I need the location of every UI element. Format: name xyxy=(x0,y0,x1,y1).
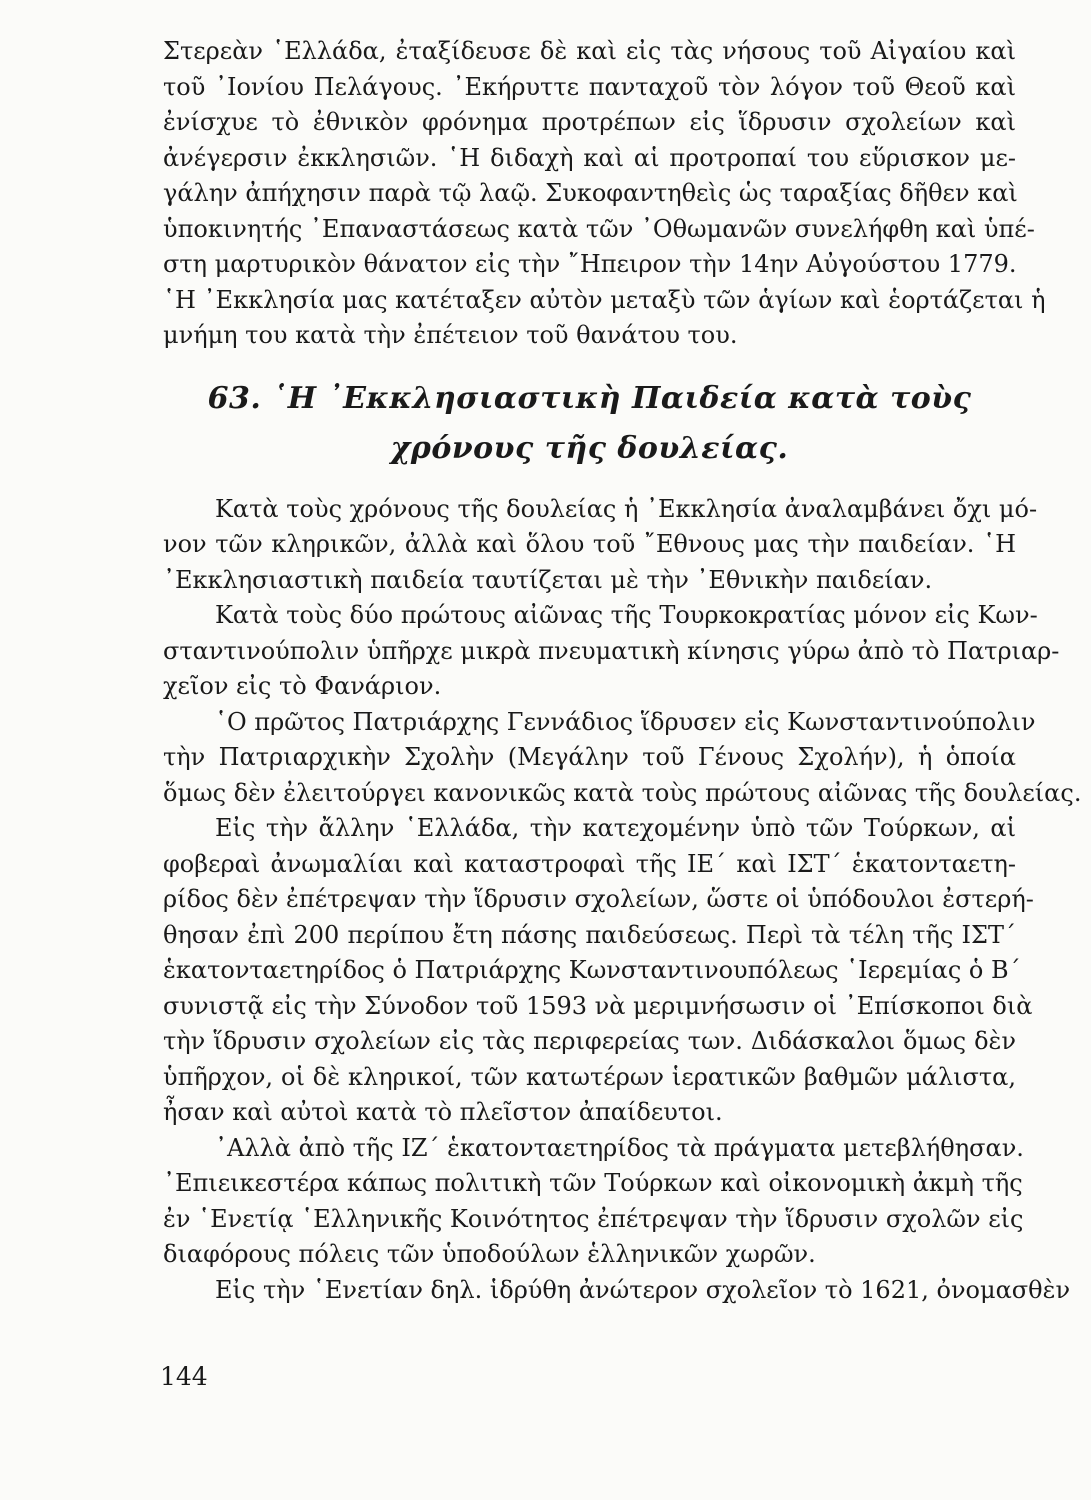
text-line: ἑκατονταετηρίδος ὁ Πατριάρχης Κωνσταντινουπόλεως ῾Ιερεμίας ὁ Β΄ xyxy=(163,956,1021,984)
text-line: ᾿Εκκλησιαστικὴ παιδεία ταυτίζεται μὲ τὴν ᾿Εθνικὴν παιδείαν. xyxy=(163,565,933,594)
text-line: σταντινούπολιν ὑπῆρχε μικρὰ πνευματικὴ κίνησις γύρω ἀπὸ τὸ Πατριαρ- xyxy=(163,636,1060,665)
text-line: Εἰς τὴν ἄλλην ῾Ελλάδα, τὴν κατεχομένην ὑπὸ τῶν Τούρκων, αἱ xyxy=(215,814,1016,842)
text-line: ῾Ο πρῶτος Πατριάρχης Γεννάδιος ἵδρυσεν εἰς Κωνσταντινούπολιν xyxy=(215,707,1036,736)
text-line: ὑπῆρχον, οἱ δὲ κληρικοί, τῶν κατωτέρων ἱερατικῶν βαθμῶν μάλιστα, xyxy=(163,1062,1016,1091)
text-line: γάλην ἀπήχησιν παρὰ τῷ λαῷ. Συκοφαντηθεὶς ὡς ταραξίας δῆθεν καὶ xyxy=(163,179,1018,207)
text-line: ἐνίσχυε τὸ ἐθνικὸν φρόνημα προτρέπων εἰς ἵδρυσιν σχολείων καὶ xyxy=(163,108,1016,136)
text-line: χεῖον εἰς τὸ Φανάριον. xyxy=(163,672,442,700)
text-line: στη μαρτυρικὸν θάνατον εἰς τὴν ῎Ηπειρον τὴν 14ην Αὐγούστου 1779. xyxy=(163,250,1017,278)
text-line: ᾿Επιεικεστέρα κάπως πολιτικὴ τῶν Τούρκων καὶ οἰκονομικὴ ἀκμὴ τῆς xyxy=(163,1169,1023,1197)
page-text-block xyxy=(163,34,1082,1308)
section-heading-line-1: 63. ῾Η ᾿Εκκλησιαστικὴ Παιδεία κατὰ τοὺς xyxy=(207,380,972,416)
text-line: ὅμως δὲν ἐλειτούργει κανονικῶς κατὰ τοὺς πρώτους αἰῶνας τῆς δουλείας. xyxy=(163,778,1082,807)
text-line: ἦσαν καὶ αὐτοὶ κατὰ τὸ πλεῖστον ἀπαίδευτοι. xyxy=(163,1098,723,1126)
text-line: τοῦ ᾿Ιονίου Πελάγους. ᾿Εκήρυττε πανταχοῦ τὸν λόγον τοῦ Θεοῦ καὶ xyxy=(163,72,1016,101)
paragraph-3 xyxy=(163,705,1082,812)
text-line: ρίδος δὲν ἐπέτρεψαν τὴν ἵδρυσιν σχολείων, ὥστε οἱ ὑπόδουλοι ἐστερή- xyxy=(163,885,1034,913)
text-line: θησαν ἐπὶ 200 περίπου ἔτη πάσης παιδεύσεως. Περὶ τὰ τέλη τῆς ΙΣΤ΄ xyxy=(163,920,1016,949)
paragraph-6 xyxy=(163,1273,1071,1309)
text-line: Στερεὰν ῾Ελλάδα, ἐταξίδευσε δὲ καὶ εἰς τὰς νήσους τοῦ Αἰγαίου καὶ xyxy=(163,37,1016,65)
paragraph-1 xyxy=(163,492,1038,599)
page-number: 144 xyxy=(160,1362,208,1391)
text-line: Εἰς τὴν ῾Ενετίαν δηλ. ἱδρύθη ἀνώτερον σχολεῖον τὸ 1621, ὀνομασθὲν xyxy=(215,1275,1071,1304)
text-line: φοβεραὶ ἀνωμαλίαι καὶ καταστροφαὶ τῆς ΙΕ΄ καὶ ΙΣΤ΄ ἑκατονταετη- xyxy=(163,849,1016,878)
text-line: ἀνέγερσιν ἐκκλησιῶν. ῾Η διδαχὴ καὶ αἱ προτροπαί του εὕρισκον με- xyxy=(163,143,1016,172)
paragraph-top xyxy=(163,34,1046,354)
text-line: τὴν ἵδρυσιν σχολείων εἰς τὰς περιφερείας των. Διδάσκαλοι ὅμως δὲν xyxy=(163,1027,1016,1055)
text-line: Κατὰ τοὺς χρόνους τῆς δουλείας ἡ ᾿Εκκλησία ἀναλαμβάνει ὄχι μό- xyxy=(215,494,1038,523)
paragraph-5 xyxy=(163,1131,1024,1273)
text-line: ᾿Αλλὰ ἀπὸ τῆς ΙΖ΄ ἑκατονταετηρίδος τὰ πράγματα μετεβλήθησαν. xyxy=(215,1133,1024,1162)
paragraph-2 xyxy=(163,598,1060,705)
text-line: διαφόρους πόλεις τῶν ὑποδούλων ἑλληνικῶν χωρῶν. xyxy=(163,1240,816,1268)
text-line: ἐν ῾Ενετίᾳ ῾Ελληνικῆς Κοινότητος ἐπέτρεψαν τὴν ἵδρυσιν σχολῶν εἰς xyxy=(163,1204,1024,1233)
text-line: ὑποκινητής ᾿Επαναστάσεως κατὰ τῶν ᾿Οθωμανῶν συνελήφθη καὶ ὑπέ- xyxy=(163,214,1035,243)
text-line: ῾Η ᾿Εκκλησία μας κατέταξεν αὐτὸν μεταξὺ τῶν ἁγίων καὶ ἑορτάζεται ἡ xyxy=(163,285,1046,314)
text-line: μνήμη του κατὰ τὴν ἐπέτειον τοῦ θανάτου του. xyxy=(163,321,738,349)
text-line: τὴν Πατριαρχικὴν Σχολὴν (Μεγάλην τοῦ Γένους Σχολήν), ἡ ὁποία xyxy=(163,743,1016,771)
text-line: νον τῶν κληρικῶν, ἀλλὰ καὶ ὅλου τοῦ ῎Εθνους μας τὴν παιδείαν. ῾Η xyxy=(163,530,1016,558)
paragraph-4 xyxy=(163,811,1034,1131)
text-line: Κατὰ τοὺς δύο πρώτους αἰῶνας τῆς Τουρκοκρατίας μόνον εἰς Κων- xyxy=(215,601,1038,629)
section-heading-line-2: χρόνους τῆς δουλείας. xyxy=(390,430,789,466)
text-line: συνιστᾷ εἰς τὴν Σύνοδον τοῦ 1593 νὰ μεριμνήσωσιν οἱ ᾿Επίσκοποι διὰ xyxy=(163,991,1033,1020)
